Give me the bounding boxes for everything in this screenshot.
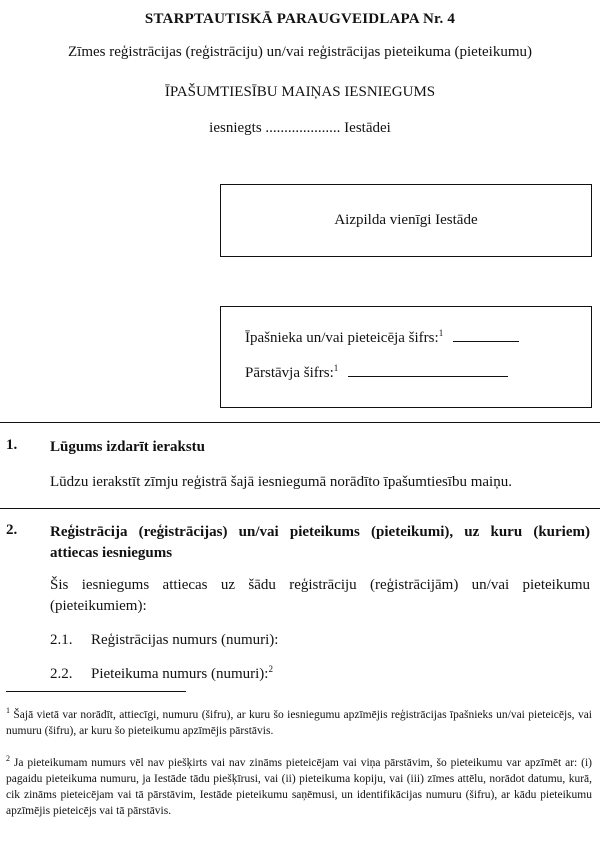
item-2-1-label: Reģistrācijas numurs (numuri): bbox=[91, 632, 279, 648]
divider bbox=[0, 422, 600, 423]
item-2-2-label: Pieteikuma numurs (numuri): bbox=[91, 666, 269, 682]
item-2-1-number: 2.1. bbox=[50, 632, 73, 648]
footnote-1-mark: 1 bbox=[6, 706, 10, 716]
footnote-1 bbox=[6, 707, 592, 739]
footnote-2-mark: 2 bbox=[6, 754, 10, 764]
item-2-2-footnote-mark: 2 bbox=[268, 664, 273, 674]
section1-number: 1. bbox=[6, 437, 18, 453]
section2-number: 2. bbox=[6, 522, 18, 538]
owner-code-field bbox=[245, 330, 519, 347]
form-heading: ĪPAŠUMTIESĪBU MAIŅAS IESNIEGUMS bbox=[164, 84, 436, 100]
footnote-separator bbox=[6, 691, 186, 692]
representative-code-blank[interactable] bbox=[348, 375, 508, 377]
form-title: STARPTAUTISKĀ PARAUGVEIDLAPA Nr. 4 bbox=[144, 11, 456, 27]
owner-code-blank[interactable] bbox=[453, 340, 519, 342]
submitted-to-line: iesniegts .................... Iestādei bbox=[209, 120, 391, 136]
item-2-2-number: 2.2. bbox=[50, 666, 73, 682]
section1-title: Lūgums izdarīt ierakstu bbox=[50, 439, 206, 455]
office-use-box bbox=[220, 184, 592, 257]
item-2-2-field bbox=[91, 666, 273, 683]
owner-code-label: Īpašnieka un/vai pieteicēja šifrs: bbox=[245, 330, 439, 346]
representative-code-footnote-mark: 1 bbox=[333, 363, 339, 373]
section2-title: Reģistrācija (reģistrācijas) un/vai pieteikums (pieteikumi), uz kuru (kuriem) attiecas iesniegums bbox=[50, 524, 590, 561]
owner-code-footnote-mark: 1 bbox=[438, 328, 444, 338]
section2-body: Šis iesniegums attiecas uz šādu reģistrāciju (reģistrācijām) un/vai pieteikumu (pieteikumiem): bbox=[50, 577, 590, 614]
footnote-1-text: Šajā vietā var norādīt, attiecīgi, numuru (šifru), ar kuru šo iesniegumu apzīmējis reģistrācijas īpašnieks un/vai pieteicējs, vai numuru (šifru), ar kuru šo pieteikumu apzīmējis pārstāvis. bbox=[6, 709, 592, 737]
codes-box bbox=[220, 306, 592, 408]
representative-code-field bbox=[245, 365, 508, 382]
representative-code-label: Pārstāvja šifrs: bbox=[245, 365, 334, 381]
section1-body: Lūdzu ierakstīt zīmju reģistrā šajā iesniegumā norādīto īpašumtiesību maiņu. bbox=[50, 474, 512, 490]
footnote-2 bbox=[6, 755, 592, 819]
footnote-2-text: Ja pieteikumam numurs vēl nav piešķirts vai nav zināms pieteicējam vai viņa pārstāvim, šo pieteikumu var apzīmēt ar: (i) pagaidu pieteikuma numuru, ja Iestāde tādu piešķīrusi, vai (ii) pieteikuma kopiju, vai (iii) zīmes attēlu, norādot datumu, kurā, cik zināms pieteicējam vai tā pārstāvim, Iestāde pieteikumu saņēmusi, un identifikācijas numuru (šifru), ar kādu pieteikumu apzīmējis pieteicējs vai tā pārstāvis. bbox=[6, 757, 592, 817]
divider bbox=[0, 508, 600, 509]
form-subtitle: Zīmes reģistrācijas (reģistrāciju) un/vai reģistrācijas pieteikuma (pieteikumu) bbox=[68, 44, 532, 60]
office-use-label: Aizpilda vienīgi Iestāde bbox=[334, 212, 478, 228]
